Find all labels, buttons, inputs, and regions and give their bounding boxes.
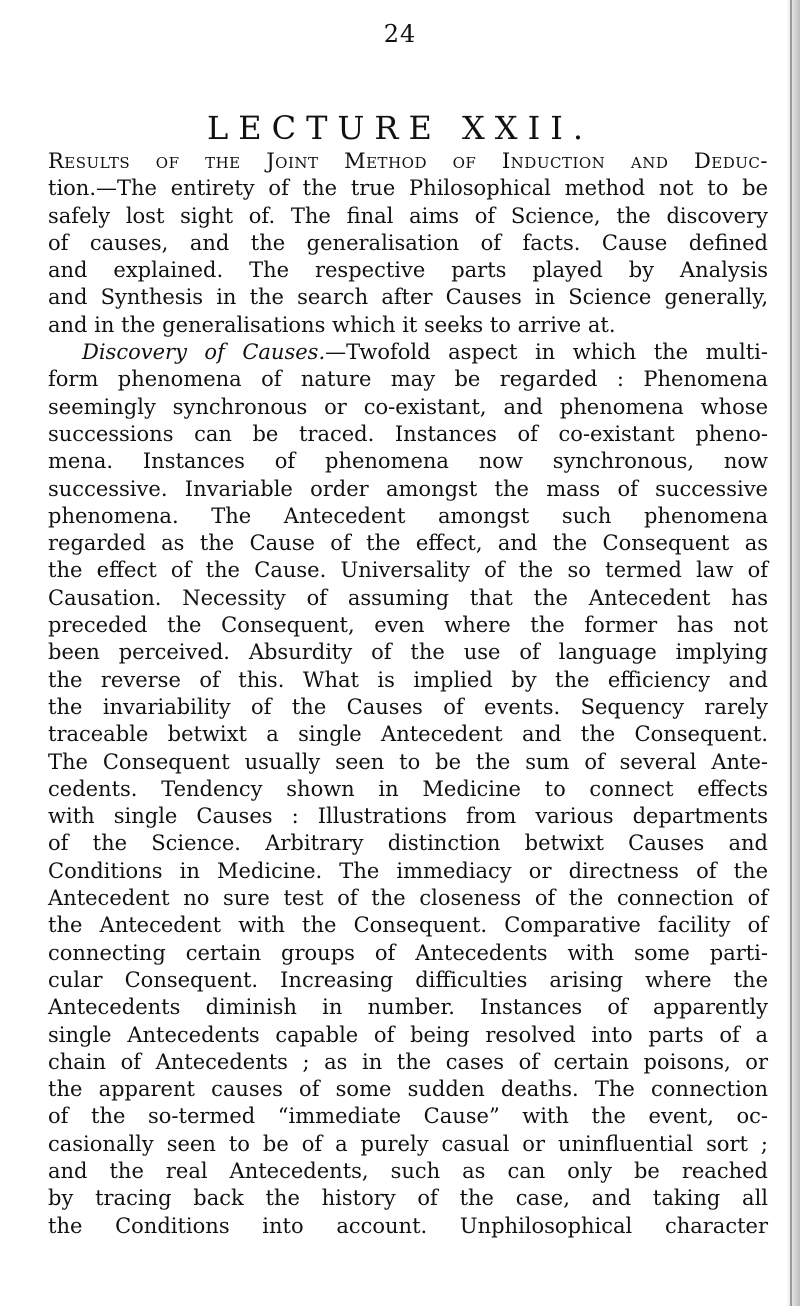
discovery-line: form phenomena of nature may be regarded : Phenomena — [48, 367, 768, 392]
summary-line: safely lost sight of. The final aims of Science, the discovery — [48, 203, 768, 228]
discovery-line: and the real Antecedents, such as can only be reached — [48, 1158, 768, 1183]
discovery-line: by tracing back the history of the case, and taking all — [48, 1186, 768, 1211]
discovery-line: the reverse of this. What is implied by the efficiency and — [48, 667, 768, 692]
discovery-line: of the Science. Arbitrary distinction betwixt Causes and — [48, 831, 768, 856]
discovery-line: successive. Invariable order amongst the mass of successive — [48, 476, 768, 501]
discovery-line: with single Causes : Illustrations from various departments — [48, 804, 768, 829]
discovery-line: phenomena. The Antecedent amongst such phenomena — [48, 503, 768, 528]
discovery-line: seemingly synchronous or co-existant, and phenomena whose — [48, 394, 768, 419]
discovery-line: traceable betwixt a single Antecedent and the Consequent. — [48, 722, 768, 747]
page-edge-line — [790, 0, 792, 1306]
discovery-line: single Antecedents capable of being resolved into parts of a — [48, 1022, 768, 1047]
discovery-line: regarded as the Cause of the effect, and the Consequent as — [48, 531, 768, 556]
discovery-line: connecting certain groups of Antecedents with some parti- — [48, 940, 768, 965]
discovery-line: the effect of the Cause. Universality of the so termed law of — [48, 558, 768, 583]
discovery-line: Causation. Necessity of assuming that the Antecedent has — [48, 585, 768, 610]
discovery-line: casionally seen to be of a purely casual or uninfluential sort ; — [48, 1131, 768, 1156]
lecture-title: LECTURE XXII. — [206, 109, 594, 148]
discovery-line: the apparent causes of some sudden deaths. The connection — [48, 1077, 768, 1102]
lecture-summary — [48, 148, 768, 1240]
summary-line: tion.—The entirety of the true Philosophical method not to be — [48, 176, 768, 201]
discovery-line: the invariability of the Causes of events. Sequency rarely — [48, 694, 768, 719]
discovery-line: the Antecedent with the Consequent. Comparative facility of — [48, 913, 768, 938]
discovery-line: The Consequent usually seen to be the sum of several Ante- — [48, 749, 768, 774]
discovery-line: the Conditions into account. Unphilosophical character — [48, 1213, 768, 1238]
discovery-of-causes-label: Discovery of Causes. — [82, 340, 326, 365]
discovery-line: Antecedent no sure test of the closeness of the connection of — [48, 886, 768, 911]
discovery-line: of the so-termed “immediate Cause” with the event, oc- — [48, 1104, 768, 1129]
discovery-first-line-text: —Twofold aspect in which the multi- — [325, 340, 768, 365]
summary-line: and Synthesis in the search after Causes in Science generally, — [48, 285, 768, 310]
summary-line: and in the generalisations which it seeks to arrive at. — [48, 312, 616, 337]
discovery-line: been perceived. Absurdity of the use of language implying — [48, 640, 768, 665]
discovery-line: cedents. Tendency shown in Medicine to connect effects — [48, 776, 768, 801]
page-edge-shadow — [786, 0, 800, 1306]
discovery-line: successions can be traced. Instances of co-existant pheno- — [48, 421, 768, 446]
discovery-line: Antecedents diminish in number. Instances of apparently — [48, 995, 768, 1020]
summary-line: of causes, and the generalisation of facts. Cause defined — [48, 230, 768, 255]
summary-line: and explained. The respective parts played by Analysis — [48, 258, 768, 283]
discovery-line: mena. Instances of phenomena now synchronous, now — [48, 449, 768, 474]
discovery-line: chain of Antecedents ; as in the cases of certain poisons, or — [48, 1049, 768, 1074]
discovery-line: preceded the Consequent, even where the former has not — [48, 613, 768, 638]
discovery-line: Conditions in Medicine. The immediacy or directness of the — [48, 858, 768, 883]
page-number: 24 — [383, 20, 417, 48]
section-heading: Results of the Joint Method of Induction and Deduc- — [48, 149, 768, 173]
discovery-first-line — [48, 339, 768, 366]
discovery-line: cular Consequent. Increasing difficulties arising where the — [48, 967, 768, 992]
